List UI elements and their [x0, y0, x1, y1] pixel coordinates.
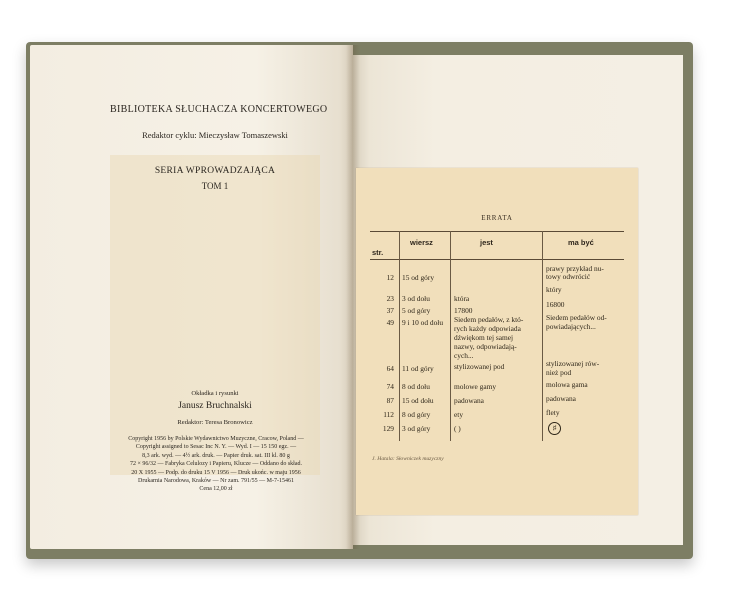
colophon-line: 8,3 ark. wyd. — 4½ ark. druk. — Papier druk. sat. III kl. 80 g	[142, 452, 290, 459]
series-title: BIBLIOTEKA SŁUCHACZA KONCERTOWEGO	[110, 104, 328, 115]
colophon	[106, 435, 326, 494]
errata-wrong: cych...	[454, 351, 474, 360]
header-is: jest	[480, 238, 493, 247]
sharp-sign-icon: ♯	[548, 422, 561, 435]
errata-wrong: która	[454, 294, 470, 303]
errata-page: 129	[382, 424, 394, 433]
errata-wrong: stylizowanej pod	[454, 362, 505, 371]
errata-wrong: dźwiękom tej samej	[454, 333, 514, 342]
errata-correct: molowa gama	[546, 380, 588, 389]
errata-line: 15 od góry	[402, 273, 435, 282]
tom-label: TOM 1	[201, 181, 229, 191]
errata-footer: J. Hatala: Słowniczek muzyczny	[372, 456, 444, 462]
errata-correct: powiadających...	[546, 322, 596, 331]
errata-correct: który	[546, 285, 562, 294]
errata-page: 112	[383, 410, 394, 419]
errata-slip	[356, 168, 638, 515]
errata-wrong: ety	[454, 410, 464, 419]
errata-line: 3 od góry	[402, 424, 431, 433]
errata-page: 37	[386, 306, 394, 315]
errata-correct: padowana	[546, 394, 576, 403]
errata-line: 5 od góry	[402, 306, 431, 315]
colophon-line: 20 X 1955 — Podp. do druku 15 V 1956 — Druk ukońc. w maju 1956	[131, 469, 301, 476]
errata-wrong: padowana	[454, 396, 484, 405]
errata-page: 87	[386, 396, 394, 405]
header-line: wiersz	[410, 238, 433, 247]
series-editor: Redaktor cyklu: Mieczysław Tomaszewski	[142, 130, 288, 140]
errata-page: 12	[386, 273, 394, 282]
errata-correct: towy odwrócić	[546, 272, 591, 281]
table-rule-header	[370, 259, 624, 260]
errata-correct: prawy przykład nu-	[546, 264, 604, 273]
editor-credit: Redaktor: Teresa Bronowicz	[177, 419, 253, 426]
colophon-line: Copyright 1956 by Polskie Wydawnictwo Muzyczne, Cracow, Poland —	[128, 436, 304, 442]
errata-line: 3 od dołu	[402, 294, 430, 303]
colophon-price: Cena 12,00 zł	[199, 486, 233, 493]
errata-wrong: Siedem pedałów, z któ-	[454, 315, 524, 324]
errata-title: ERRATA	[481, 214, 513, 222]
seria-label: SERIA WPROWADZAJĄCA	[154, 166, 276, 176]
errata-line: 11 od góry	[402, 364, 434, 373]
errata-wrong: molowe gamy	[454, 382, 497, 391]
errata-wrong: nazwy, odpowiadają-	[454, 342, 517, 351]
errata-correct: 16800	[546, 300, 565, 309]
show-through-shadow	[110, 155, 320, 475]
header-page: str.	[372, 248, 384, 257]
errata-correct: nież pod	[546, 368, 572, 377]
errata-wrong: rych każdy odpowiada	[454, 324, 521, 333]
errata-wrong: 17800	[454, 306, 473, 315]
errata-page: 23	[386, 294, 394, 303]
errata-page: 64	[386, 364, 394, 373]
cover-note: Okładka i rysunki	[191, 390, 239, 397]
table-rule-top	[370, 231, 624, 232]
header-should-be: ma być	[568, 238, 594, 247]
errata-line: 15 od dołu	[402, 396, 434, 405]
errata-page: 49	[386, 318, 394, 327]
column-divider	[399, 231, 400, 441]
colophon-line: Drukarnia Narodowa, Kraków — Nr zam. 791/55 — M-7-15461	[138, 478, 294, 485]
errata-line: 9 i 10 od dołu	[402, 318, 444, 327]
errata-correct: flety	[546, 408, 560, 417]
errata-correct: stylizowanej rów-	[546, 359, 600, 368]
artist-name: Janusz Bruchnalski	[178, 401, 252, 411]
errata-line: 8 od góry	[402, 410, 431, 419]
colophon-line: Copyright assigned to Sesac Inc N. Y. — Wyd. I — 15 150 egz. —	[135, 444, 297, 451]
errata-wrong: ( )	[454, 424, 461, 433]
errata-line: 8 od dołu	[402, 382, 430, 391]
colophon-line: 72 × 96/32 — Fabryka Celulozy i Papieru, Klucze — Oddano do skład.	[129, 461, 303, 468]
column-divider	[542, 231, 543, 441]
errata-correct: Siedem pedałów od-	[546, 313, 607, 322]
errata-page: 74	[386, 382, 394, 391]
column-divider	[450, 231, 451, 441]
